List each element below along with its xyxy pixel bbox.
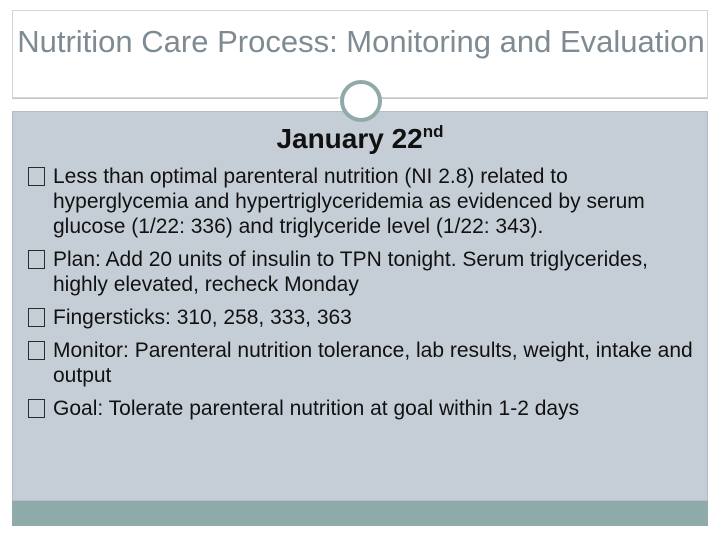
bullet-text: Plan: Add 20 units of insulin to TPN tonight. Serum triglycerides, highly elevated, recheck Monday [53, 248, 648, 296]
slide-title: Nutrition Care Process: Monitoring and Evaluation [17, 24, 705, 59]
slide-subtitle [0, 122, 720, 155]
decorative-circle [340, 80, 382, 122]
bullet-item [28, 164, 698, 239]
bullet-list [28, 164, 698, 429]
divider-right [382, 98, 708, 99]
checkbox-bullet-icon [28, 167, 45, 186]
bullet-text: Fingersticks: 310, 258, 333, 363 [53, 306, 352, 329]
bullet-item [28, 396, 698, 421]
bullet-text: Less than optimal parenteral nutrition (NI 2.8) related to hyperglycemia and hypertriglyceridemia as evidenced by serum glucose (1/22: 336) and triglyceride level (1/22: 343). [53, 165, 645, 238]
subtitle-superscript: nd [422, 122, 444, 141]
bullet-item [28, 305, 698, 330]
checkbox-bullet-icon [28, 399, 45, 418]
bullet-item [28, 338, 698, 388]
bullet-text: Monitor: Parenteral nutrition tolerance, lab results, weight, intake and output [53, 339, 693, 387]
bullet-item [28, 247, 698, 297]
bullet-text: Goal: Tolerate parenteral nutrition at goal within 1-2 days [53, 397, 580, 420]
checkbox-bullet-icon [28, 308, 45, 327]
subtitle-text: January 22 [276, 123, 423, 154]
footer-bar [12, 501, 708, 526]
checkbox-bullet-icon [28, 341, 45, 360]
divider-left [12, 98, 338, 99]
checkbox-bullet-icon [28, 250, 45, 269]
